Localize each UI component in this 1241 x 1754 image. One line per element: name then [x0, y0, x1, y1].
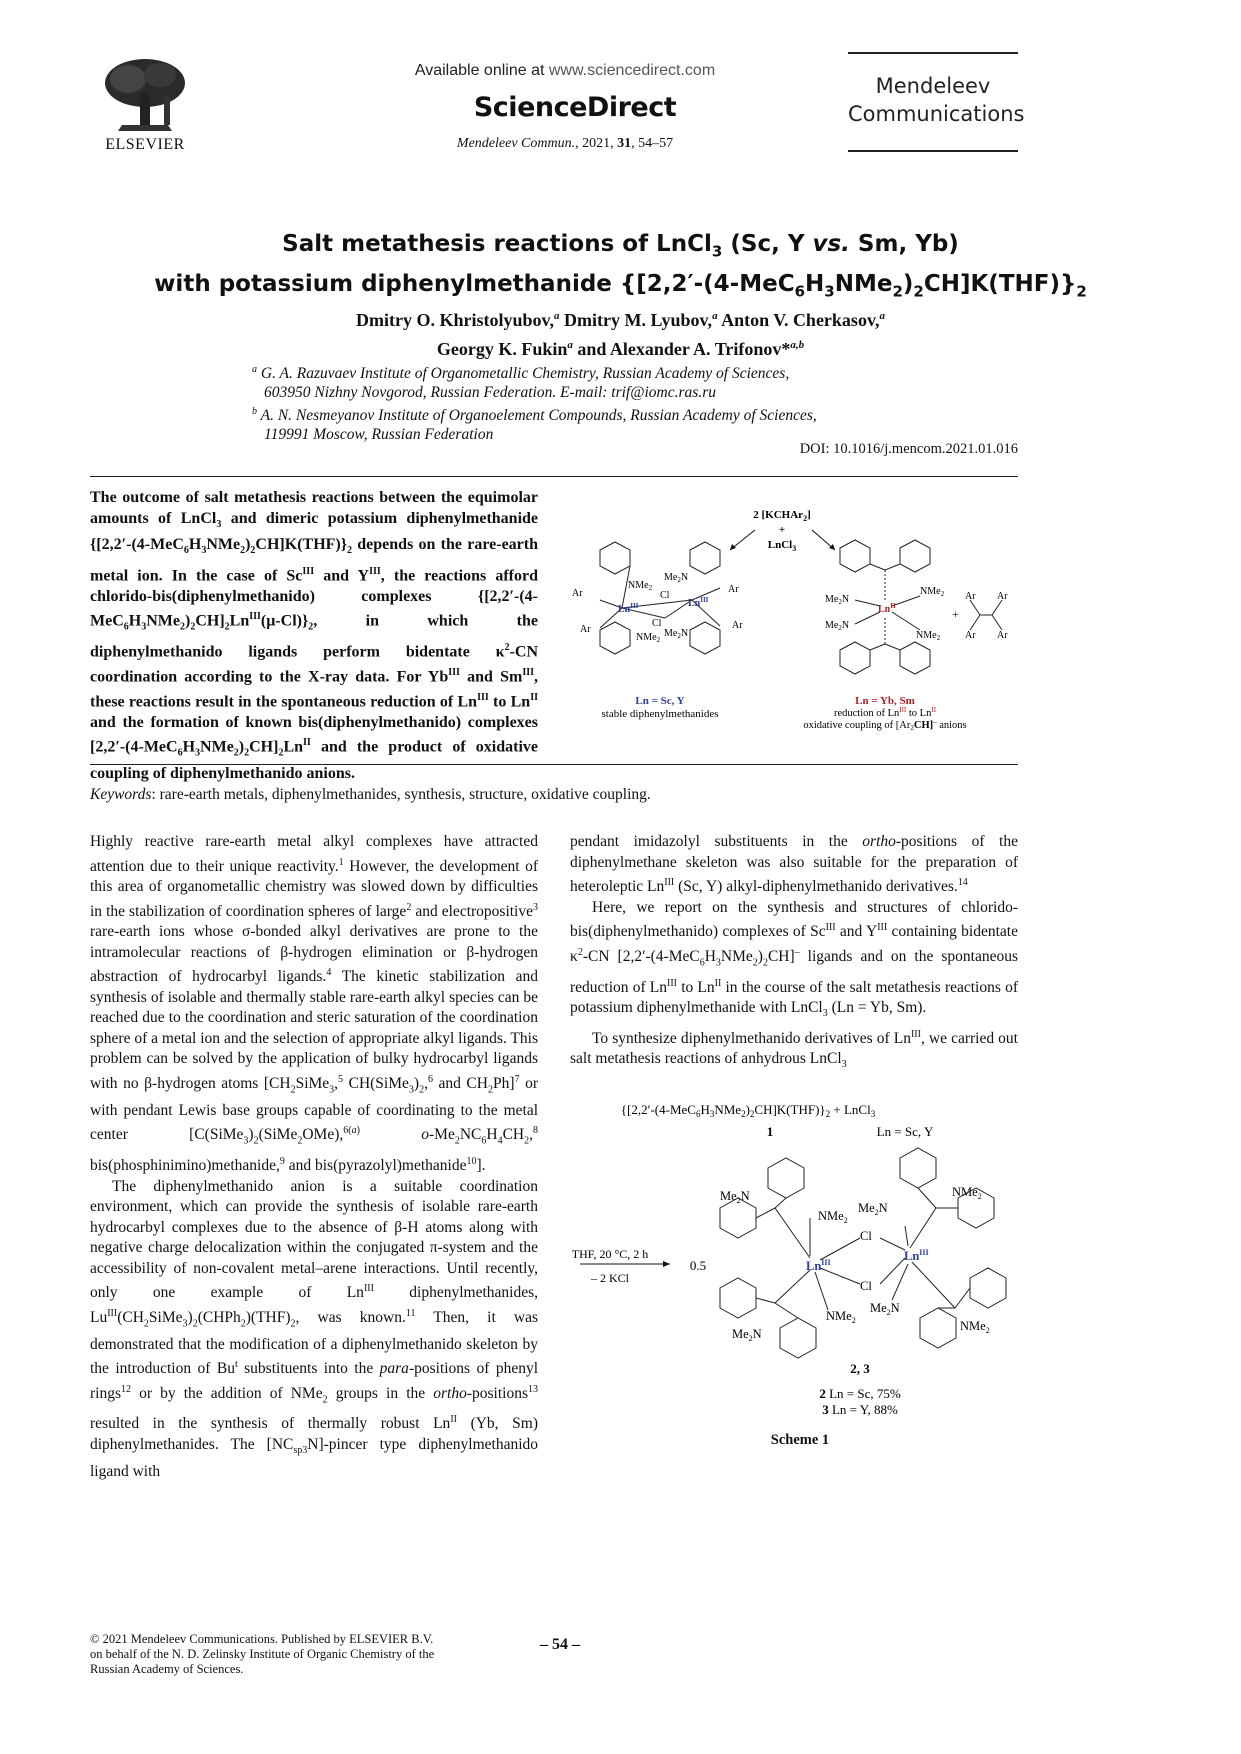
svg-text:NMe2: NMe$_2$: [636, 632, 661, 644]
svg-text:Ar: Ar: [572, 588, 583, 599]
svg-text:Ar: Ar: [997, 630, 1008, 641]
paragraph-continuation: pendant imidazolyl substituents in the ortho-positions of the diphenylmethane skeleton was also suitable for the preparation of heteroleptic $Ln^{III}$ (Sc, Y) alkyl-diphenylmethanido derivatives.$^{14}$: [570, 833, 1018, 896]
svg-text:LnIII: $Ln^{III}$: [618, 602, 639, 615]
ga-left-metals: Ln = Sc, Y: [635, 695, 685, 707]
ga-left-caption: stable diphenylmethanides: [601, 708, 719, 720]
ga-right-labels: [825, 586, 1008, 642]
doi[interactable]: DOI: 10.1016/j.mencom.2021.01.016: [799, 441, 1018, 457]
scheme-dimer-labels: [720, 1185, 990, 1343]
publisher-name: ELSEVIER: [105, 136, 185, 153]
sciencedirect-brand: ScienceDirect: [473, 92, 677, 123]
svg-text:NMe2: NMe$_2$: [916, 630, 941, 642]
ga-right-caption2: oxidative coupling of [Ar2CH]– anions: [803, 718, 967, 732]
ga-lncl3: LnCl$_3$: [767, 539, 797, 553]
svg-text:Me2N: $Me_2N$: [858, 1201, 888, 1217]
svg-text:Me2N: $Me_2N$: [825, 620, 850, 632]
citation-journal: Mendeleev Commun.: [456, 136, 576, 151]
svg-text:Cl: Cl: [860, 1229, 872, 1243]
scheme-coefficient: 0.5: [689, 1258, 707, 1273]
svg-text:Me2N: $Me_2N$: [825, 594, 850, 606]
svg-text:Cl: Cl: [860, 1279, 872, 1293]
scheme-product2: 2 Ln = Sc, 75%: [819, 1386, 901, 1401]
svg-text:NMe2: NMe$_2$: [818, 1209, 848, 1225]
page-number: – 54 –: [540, 1636, 580, 1653]
scheme-ln-sc-y: Ln = Sc, Y: [876, 1124, 934, 1139]
scheme-conditions1: THF, 20 °C, 2 h: [571, 1247, 649, 1261]
keywords: [90, 786, 1018, 804]
svg-text:NMe2: NMe$_2$: [920, 586, 945, 598]
copyright-line1: © 2021 Mendeleev Communications. Published by ELSEVIER B.V.: [90, 1632, 434, 1646]
elsevier-logo: [98, 55, 192, 135]
svg-text:NMe2: NMe$_2$: [960, 1319, 990, 1335]
availability-line: [400, 62, 730, 80]
affiliation-b-address: 119991 Moscow, Russian Federation: [264, 426, 494, 444]
scheme-compound1: 1: [766, 1124, 774, 1139]
copyright-line3: Russian Academy of Sciences.: [90, 1662, 244, 1676]
keywords-list: : rare-earth metals, diphenylmethanides, synthesis, structure, oxidative coupling.: [151, 786, 651, 803]
copyright-line2: on behalf of the N. D. Zelinsky Institute of Organic Chemistry of the: [90, 1647, 435, 1661]
svg-text:Ar: Ar: [965, 591, 976, 602]
svg-text:LnIII: $Ln^{III}$: [806, 1258, 831, 1273]
svg-text:Cl: Cl: [652, 618, 662, 629]
graphical-abstract: [560, 500, 1020, 740]
affiliation-b: $^b$ A. N. Nesmeyanov Institute of Organoelement Compounds, Russian Academy of Sciences,: [252, 406, 817, 425]
abstract-bottom-rule: [90, 764, 1018, 765]
svg-text:LnIII: $Ln^{III}$: [904, 1248, 929, 1263]
elsevier-tree-icon: [98, 55, 192, 135]
scheme-reactants: $\{[2,2'-(4-MeC_6H_3NMe_2)_2CH]K(THF)\}_2$ + LnCl$_3$: [620, 1102, 876, 1119]
svg-text:Ar: Ar: [728, 584, 739, 595]
ga-right-caption1: reduction of $Ln^{III}$ to $Ln^{II}$: [833, 706, 937, 719]
available-prefix: Available online at: [414, 62, 545, 79]
article-title: Salt metathesis reactions of LnCl$_3$ (Sc, Y vs. Sm, Yb) with potassium diphenylmethanide $\{[2,2'-(4-MeC_6H_3NMe_2)_2CH]K(THF)\}_2$: [154, 231, 1087, 301]
paragraph-report: Here, we report on the synthesis and structures of chlorido-bis(diphenylmethanido) complexes of $Sc^{III}$ and $Y^{III}$ containing bidentate $\kappa^2-CN$ $[2,2'-(4-MeC_6H_3NMe_2)_2CH]^-$ ligands and on the spontaneous reduction of $Ln^{III}$ to $Ln^{II}$ in the course of the salt metathesis reactions of potassium diphenylmethanide with LnCl$_3$ (Ln = Yb, Sm).: [570, 898, 1018, 1020]
svg-text:NMe2: NMe$_2$: [628, 580, 653, 592]
citation-year: , 2021,: [575, 136, 618, 151]
paragraph-synthesis: To synthesize diphenylmethanido derivatives of $Ln^{III}$, we carried out salt metathesis reactions of anhydrous LnCl$_3$: [570, 1028, 1018, 1071]
svg-text:Me2N: $Me_2N$: [720, 1189, 750, 1205]
abstract-text: The outcome of salt metathesis reactions between the equimolar amounts of LnCl$_3$ and dimeric potassium diphenylmethanide $\{[2,2'-(4-MeC_6H_3NMe_2)_2CH]K(THF)\}_2$ depends on the rare-earth metal ion. In the case of $Sc^{III}$ and $Y^{III}$, the reactions afford chlorido-bis(diphenylmethanido) complexes $\{[2,2'-(4-MeC_6H_3NMe_2)_2CH]_2Ln^{III}(\mu-Cl)\}_2$, in which the diphenylmethanido ligands perform bidentate $\kappa^2-CN$ coordination according to the X-ray data. For $Yb^{III}$ and $Sm^{III}$, these reactions result in the spontaneous reduction of $Ln^{III}$ to $Ln^{II}$ and the formation of known bis(diphenylmethanido) complexes $[2,2'-(4-MeC_6H_3NMe_2)_2CH]_2Ln^{II}$ and the product of oxidative coupling of diphenylmethanido anions.: [90, 489, 539, 783]
paragraph-intro: Highly reactive rare-earth metal alkyl complexes have attracted attention due to their unique reactivity.$^1$ However, the development of this area of organometallic chemistry was slowed down by difficulties in the stabilization of coordination spheres of large$^2$ and electropositive$^3$ rare-earth ions whose σ-bonded alkyl derivatives are prone to the intramolecular reactions of β-hydrogen elimination or β-hydrogen abstraction of hydrocarbyl ligands.$^4$ The kinetic stabilization and synthesis of isolable and thermally stable rare-earth alkyl species can be reached due to the coordination and steric saturation of the coordination sphere of a metal ion and the selection of appropriate alkyl ligands. This problem can be solved by the application of bulky hydrocarbyl ligands with no β-hydrogen atoms [$CH_2SiMe_3,^5$ $CH(SiMe_3)_2,^6$ and $CH_2Ph]^7$ or with pendant Lewis base groups capable of coordinating to the metal center [$C(SiMe_3)_2(SiMe_2OMe),^{6(a)}$ $o-Me_2NC_6H_4CH_2,^8$ bis(phosphinimino)methanide,$^9$ and bis(pyrazolyl)methanide$^{10}$].: [90, 833, 539, 1175]
ga-left-labels: [572, 572, 743, 644]
keywords-label: Keywords: [90, 786, 152, 803]
scheme-products: 2, 3: [850, 1361, 870, 1376]
journal-line1: Mendeleev: [875, 74, 991, 98]
svg-text:Me2N: $Me_2N$: [870, 1301, 900, 1317]
svg-text:Ar: Ar: [965, 630, 976, 641]
journal-line2: Communications: [848, 102, 1025, 126]
ga-plus: +: [778, 524, 786, 536]
sciencedirect-link[interactable]: www.sciencedirect.com: [548, 62, 716, 79]
journal-name: [848, 72, 1025, 128]
ga-reagent: 2 [KCHAr$_2$]: [753, 509, 811, 523]
svg-text:NMe2: NMe$_2$: [952, 1185, 982, 1201]
body-column-right: [570, 832, 1018, 1076]
svg-text:Ar: Ar: [732, 620, 743, 631]
citation: [400, 136, 730, 152]
paragraph-diphenylmethanido: The diphenylmethanido anion is a suitable coordination environment, which can provide the synthesis of isolable rare-earth hydrocarbyl complexes due to the absence of β-H atoms along with negative charge delocalization within the conjugated π-system and the accessibility of non-covalent metal–arene interactions. Until recently, only one example of $Ln^{III}$ diphenylmethanides, $Lu^{III}(CH_2SiMe_3)_2(CHPh_2)(THF)_2$, was known.$^{11}$ Then, it was demonstrated that the modification of a diphenylmethanido skeleton by the introduction of Bu$^t$ substituents into the para-positions of phenyl rings$^{12}$ or by the addition of NMe$_2$ groups in the ortho-positions$^{13}$ resulted in the synthesis of thermally robust $Ln^{II}$ (Yb, Sm) diphenylmethanides. The $[NC_{sp3}N]$-pincer type diphenylmethanido ligand with: [90, 1177, 539, 1480]
svg-text:LnIII: $Ln^{III}$: [688, 596, 709, 609]
scheme-label: Scheme 1: [770, 1432, 830, 1448]
svg-text:Me2N: $Me_2N$: [732, 1327, 762, 1343]
svg-text:Ar: Ar: [997, 591, 1008, 602]
svg-text:Ar: Ar: [580, 624, 591, 635]
svg-text:Cl: Cl: [660, 590, 670, 601]
authors: Dmitry O. Khristolyubov,$^a$ Dmitry M. Lyubov,$^a$ Anton V. Cherkasov,$^a$ Georgy K. Fukin$^a$ and Alexander A. Trifonov*$^{a,b}$: [356, 310, 885, 359]
copyright-footer: [90, 1632, 490, 1677]
svg-text:+: +: [952, 607, 959, 621]
ga-right-metals: Ln = Yb, Sm: [855, 695, 915, 707]
ga-right-structure: [840, 540, 1002, 674]
affiliation-a-address: 603950 Nizhny Novgorod, Russian Federation. E-mail: trif@iomc.ras.ru: [264, 384, 716, 402]
svg-text:LnII: $Ln^{II}$: [878, 602, 896, 615]
scheme-conditions2: – 2 KCl: [590, 1271, 630, 1285]
svg-text:NMe2: NMe$_2$: [826, 1309, 856, 1325]
affiliations: [252, 360, 1012, 444]
affiliation-a: $^a$ G. A. Razuvaev Institute of Organometallic Chemistry, Russian Academy of Sciences,: [252, 364, 790, 383]
svg-text:Me2N: $Me_2N$: [664, 628, 689, 640]
abstract-top-rule: [90, 476, 1018, 477]
body-column-left: [90, 832, 538, 1482]
citation-volume: 31: [617, 136, 632, 151]
scheme-1: [570, 1098, 1020, 1418]
scheme-product3: 3 Ln = Y, 88%: [822, 1402, 898, 1417]
citation-pages: , 54–57: [631, 136, 674, 151]
svg-text:Me2N: $Me_2N$: [664, 572, 689, 584]
